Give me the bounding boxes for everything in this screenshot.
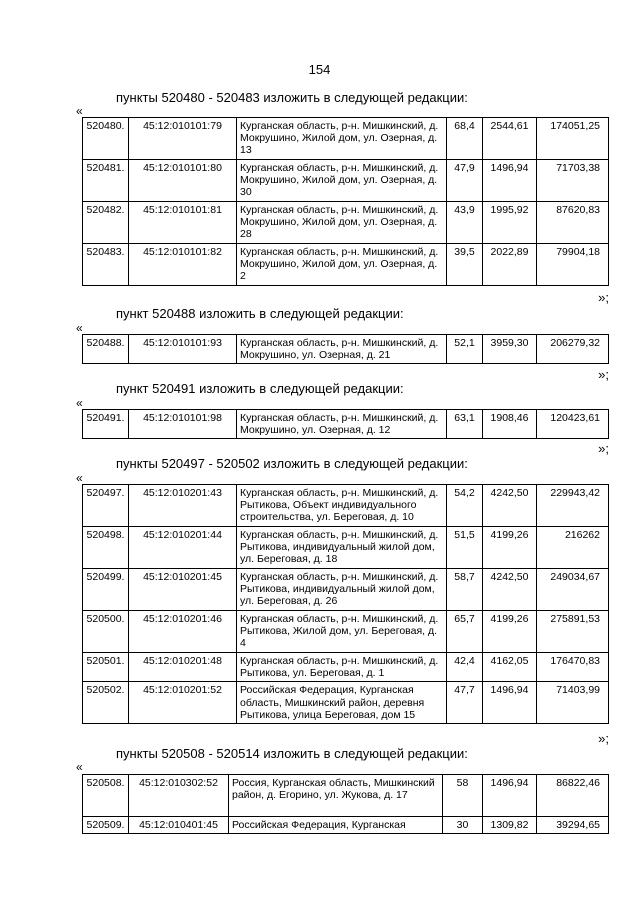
row-number: 520499.	[83, 569, 129, 611]
row-number: 520483.	[83, 244, 129, 286]
address: Курганская область, р-н. Мишкинский, д. Рытикова, ул. Береговая, д. 1	[237, 653, 447, 682]
table-row	[83, 485, 609, 527]
close-quote: »;	[598, 367, 609, 382]
total-value: 39294,65	[537, 817, 609, 834]
table-row	[83, 160, 609, 202]
area: 65,7	[447, 611, 483, 653]
total-value: 79904,18	[537, 244, 609, 286]
section-heading: пункты 520480 - 520483 изложить в следующей редакции:	[116, 90, 468, 105]
address: Российская Федерация, Курганская	[229, 817, 443, 834]
table-row	[83, 202, 609, 244]
open-quote: «	[76, 471, 83, 485]
page-number: 154	[308, 62, 331, 77]
unit-value: 2022,89	[483, 244, 537, 286]
total-value: 206279,32	[537, 335, 609, 364]
area: 58	[443, 775, 483, 817]
table-row	[83, 682, 609, 724]
unit-value: 1995,92	[483, 202, 537, 244]
data-table	[82, 117, 609, 286]
row-number: 520497.	[83, 485, 129, 527]
cadastral-number: 45:12:010101:82	[129, 244, 237, 286]
unit-value: 1496,94	[483, 160, 537, 202]
data-table	[82, 774, 609, 834]
address: Курганская область, р-н. Мишкинский, д. Мокрушино, Жилой дом, ул. Озерная, д. 28	[237, 202, 447, 244]
address: Курганская область, р-н. Мишкинский, д. Мокрушино, ул. Озерная, д. 21	[237, 335, 447, 364]
address: Курганская область, р-н. Мишкинский, д. Рытикова, Объект индивидуального строительства, ул. Береговая, д. 10	[237, 485, 447, 527]
area: 63,1	[447, 410, 483, 439]
unit-value: 4199,26	[483, 527, 537, 569]
cadastral-number: 45:12:010101:79	[129, 118, 237, 160]
address: Курганская область, р-н. Мишкинский, д. Рытикова, Жилой дом, ул. Береговая, д. 4	[237, 611, 447, 653]
cadastral-number: 45:12:010201:44	[129, 527, 237, 569]
section-heading: пункт 520491 изложить в следующей редакции:	[116, 381, 404, 396]
table-row	[83, 118, 609, 160]
unit-value: 4242,50	[483, 569, 537, 611]
total-value: 86822,46	[537, 775, 609, 817]
area: 30	[443, 817, 483, 834]
row-number: 520481.	[83, 160, 129, 202]
table-row	[83, 817, 609, 834]
section-heading: пункт 520488 изложить в следующей редакции:	[116, 306, 404, 321]
total-value: 249034,67	[537, 569, 609, 611]
cadastral-number: 45:12:010101:81	[129, 202, 237, 244]
cadastral-number: 45:12:010101:93	[129, 335, 237, 364]
address: Курганская область, р-н. Мишкинский, д. Рытикова, индивидуальный жилой дом, ул. Береговая, д. 26	[237, 569, 447, 611]
total-value: 71403,99	[537, 682, 609, 724]
unit-value: 1309,82	[483, 817, 537, 834]
area: 52,1	[447, 335, 483, 364]
cadastral-number: 45:12:010101:80	[129, 160, 237, 202]
table-row	[83, 335, 609, 364]
unit-value: 2544,61	[483, 118, 537, 160]
area: 47,9	[447, 160, 483, 202]
cadastral-number: 45:12:010401:45	[129, 817, 229, 834]
table-row	[83, 775, 609, 817]
close-quote: »;	[598, 731, 609, 746]
area: 47,7	[447, 682, 483, 724]
total-value: 174051,25	[537, 118, 609, 160]
total-value: 275891,53	[537, 611, 609, 653]
table-row	[83, 611, 609, 653]
cadastral-number: 45:12:010101:98	[129, 410, 237, 439]
open-quote: «	[76, 321, 83, 335]
row-number: 520501.	[83, 653, 129, 682]
total-value: 229943,42	[537, 485, 609, 527]
area: 58,7	[447, 569, 483, 611]
cadastral-number: 45:12:010201:52	[129, 682, 237, 724]
table-row	[83, 410, 609, 439]
unit-value: 4162,05	[483, 653, 537, 682]
row-number: 520491.	[83, 410, 129, 439]
row-number: 520488.	[83, 335, 129, 364]
section-heading: пункты 520497 - 520502 изложить в следующей редакции:	[116, 456, 468, 471]
unit-value: 1496,94	[483, 682, 537, 724]
unit-value: 4199,26	[483, 611, 537, 653]
table-row	[83, 244, 609, 286]
address: Курганская область, р-н. Мишкинский, д. Мокрушино, Жилой дом, ул. Озерная, д. 30	[237, 160, 447, 202]
area: 54,2	[447, 485, 483, 527]
cadastral-number: 45:12:010201:48	[129, 653, 237, 682]
data-table	[82, 484, 609, 724]
table-row	[83, 653, 609, 682]
area: 42,4	[447, 653, 483, 682]
unit-value: 4242,50	[483, 485, 537, 527]
unit-value: 1496,94	[483, 775, 537, 817]
address: Курганская область, р-н. Мишкинский, д. Рытикова, индивидуальный жилой дом, ул. Береговая, д. 18	[237, 527, 447, 569]
row-number: 520498.	[83, 527, 129, 569]
total-value: 176470,83	[537, 653, 609, 682]
unit-value: 3959,30	[483, 335, 537, 364]
data-table	[82, 409, 609, 439]
row-number: 520508.	[83, 775, 129, 817]
cadastral-number: 45:12:010302:52	[129, 775, 229, 817]
open-quote: «	[76, 104, 83, 118]
section-heading: пункты 520508 - 520514 изложить в следующей редакции:	[116, 746, 468, 761]
data-table	[82, 334, 609, 364]
table-row	[83, 527, 609, 569]
cadastral-number: 45:12:010201:43	[129, 485, 237, 527]
address: Россия, Курганская область, Мишкинский район, д. Егорино, ул. Жукова, д. 17	[229, 775, 443, 817]
row-number: 520482.	[83, 202, 129, 244]
area: 68,4	[447, 118, 483, 160]
row-number: 520502.	[83, 682, 129, 724]
close-quote: »;	[598, 441, 609, 456]
cadastral-number: 45:12:010201:45	[129, 569, 237, 611]
address: Курганская область, р-н. Мишкинский, д. Мокрушино, Жилой дом, ул. Озерная, д. 2	[237, 244, 447, 286]
close-quote: »;	[598, 290, 609, 305]
unit-value: 1908,46	[483, 410, 537, 439]
row-number: 520509.	[83, 817, 129, 834]
address: Курганская область, р-н. Мишкинский, д. Мокрушино, Жилой дом, ул. Озерная, д. 13	[237, 118, 447, 160]
area: 43,9	[447, 202, 483, 244]
address: Российская Федерация, Курганская область, Мишкинский район, деревня Рытикова, улица Береговая, дом 15	[237, 682, 447, 724]
open-quote: «	[76, 396, 83, 410]
total-value: 71703,38	[537, 160, 609, 202]
table-row	[83, 569, 609, 611]
area: 39,5	[447, 244, 483, 286]
total-value: 87620,83	[537, 202, 609, 244]
row-number: 520500.	[83, 611, 129, 653]
open-quote: «	[76, 760, 83, 774]
area: 51,5	[447, 527, 483, 569]
cadastral-number: 45:12:010201:46	[129, 611, 237, 653]
row-number: 520480.	[83, 118, 129, 160]
total-value: 216262	[537, 527, 609, 569]
total-value: 120423,61	[537, 410, 609, 439]
address: Курганская область, р-н. Мишкинский, д. Мокрушино, ул. Озерная, д. 12	[237, 410, 447, 439]
